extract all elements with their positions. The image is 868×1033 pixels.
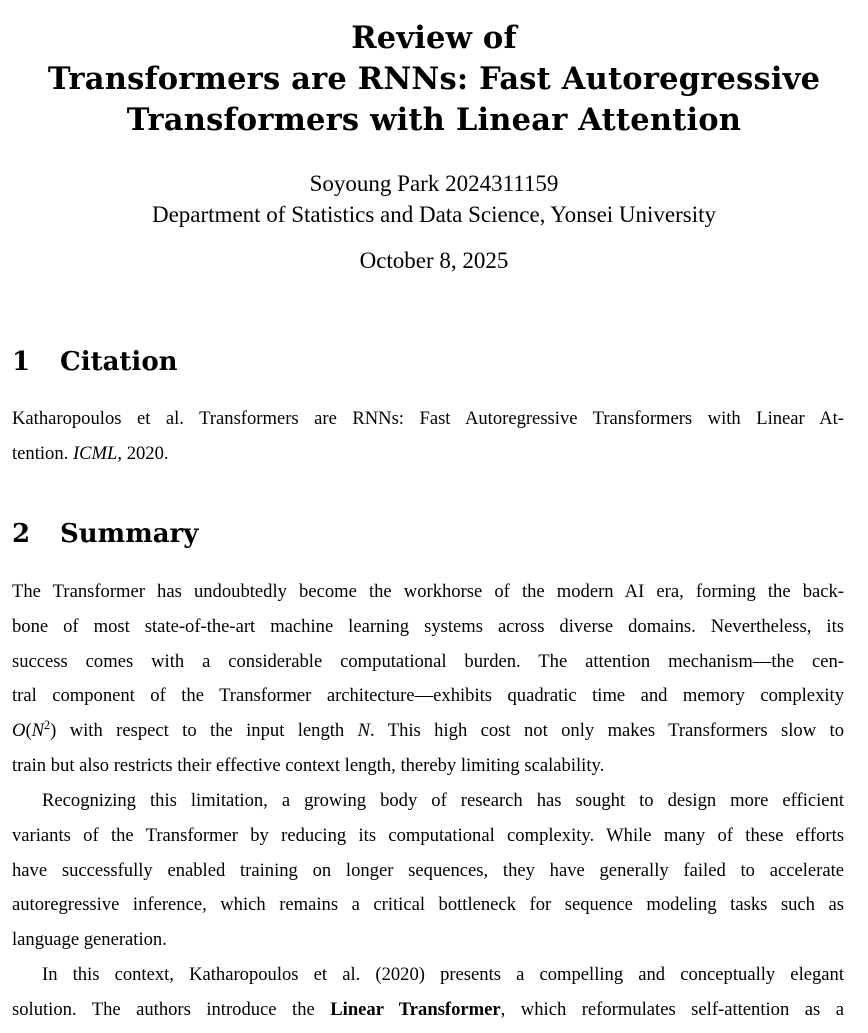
section-title: Citation (60, 347, 178, 377)
title-line-3: Transformers with Linear Attention (126, 102, 742, 138)
text-line: autoregressive inference, which remains a critical bottleneck for sequence modeling tasks such as (12, 894, 844, 916)
author-affiliation: Department of Statistics and Data Science, Yonsei University (151, 202, 717, 227)
section-number: 2 (12, 519, 31, 549)
citation-text: tention. (12, 442, 69, 464)
author-block (0, 168, 868, 230)
math-big-o: O (12, 720, 26, 742)
text-line: variants of the Transformer by reducing its computational complexity. While many of these efforts (12, 824, 844, 846)
text-line: bone of most state-of-the-art machine learning systems across diverse domains. Nevertheless, its (12, 615, 844, 637)
citation-year: , 2020. (117, 442, 169, 464)
section-heading-summary (12, 517, 198, 551)
section-title: Summary (60, 519, 199, 549)
math-n: N (31, 720, 45, 742)
text-line: Recognizing this limitation, a growing body of research has sought to design more efficient (42, 790, 844, 811)
citation-venue: ICML (72, 442, 118, 464)
text-line: The Transformer has undoubtedly become the workhorse of the modern AI era, forming the back- (12, 581, 844, 602)
summary-paragraph-1 (12, 575, 844, 784)
text-fragment: with respect to the input length (56, 720, 358, 742)
math-n: N (357, 720, 371, 742)
text-line: language generation. (12, 929, 167, 951)
citation-paragraph (12, 402, 844, 472)
citation-line (12, 437, 844, 472)
paper-date: October 8, 2025 (359, 248, 509, 273)
text-line (12, 993, 844, 1028)
author-name-id: Soyoung Park 2024311159 (309, 171, 559, 196)
title-line-2: Transformers are RNNs: Fast Autoregressive (47, 61, 821, 97)
title-line-1: Review of (351, 20, 517, 56)
citation-line: Katharopoulos et al. Transformers are RNNs: Fast Autoregressive Transformers with Linear At- (12, 408, 844, 429)
text-fragment: solution. The authors introduce the (12, 998, 331, 1020)
text-line: $O(N^2)$ with respect to the input length N. This high cost not only makes Transformers slow to (12, 717, 845, 742)
section-heading-citation (12, 345, 178, 379)
bold-term: Linear Transformer (330, 998, 501, 1020)
text-line: tral component of the Transformer architecture—exhibits quadratic time and memory complexity (12, 685, 844, 707)
text-fragment: . This high cost not only makes Transformers slow to (370, 720, 845, 742)
paper-title (0, 18, 868, 141)
summary-paragraph-3 (12, 958, 844, 1028)
text-line: In this context, Katharopoulos et al. (2020) presents a compelling and conceptually elegant (42, 964, 844, 985)
text-line: have successfully enabled training on longer sequences, they have generally failed to accelerate (12, 859, 844, 881)
math-exponent: 2 (44, 717, 51, 732)
text-line: success comes with a considerable computational burden. The attention mechanism—the cen- (12, 650, 844, 672)
section-number: 1 (12, 347, 31, 377)
text-line: train but also restricts their effective context length, thereby limiting scalability. (12, 754, 605, 776)
text-fragment: , which reformulates self-attention as a (500, 998, 844, 1020)
summary-paragraph-2 (12, 784, 844, 958)
